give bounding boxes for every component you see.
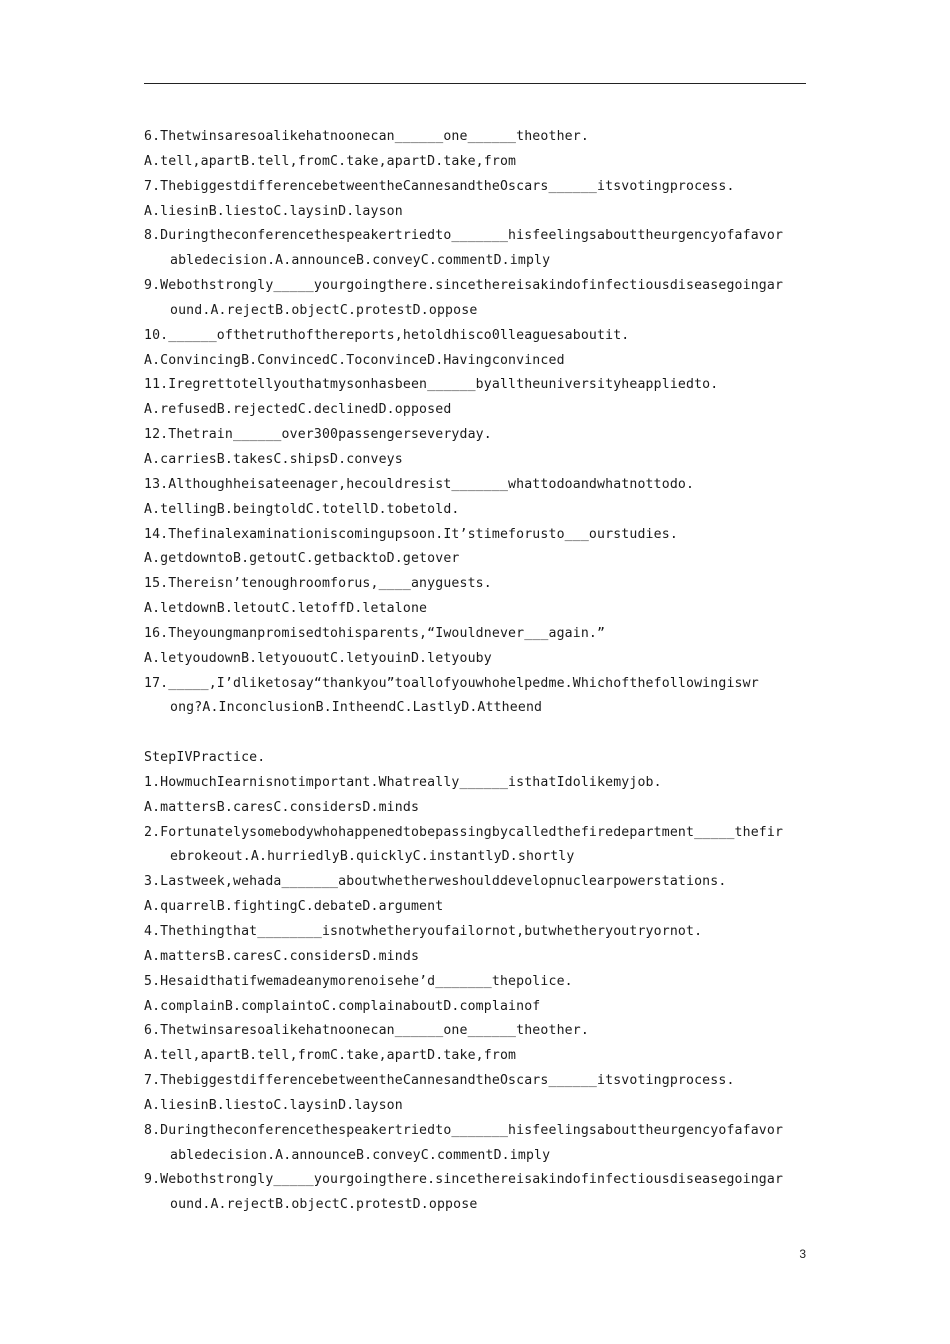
text-line: 1.HowmuchIearnisnotimportant.Whatreally______isthatIdolikemyjob.	[144, 774, 662, 790]
text-line: abledecision.A.announceB.conveyC.commentD.imply	[170, 253, 551, 269]
text-line: A.tellingB.beingtoldC.totellD.tobetold.	[144, 501, 460, 517]
blank-line	[144, 721, 806, 746]
text-line: 6.Thetwinsaresoalikehatnoonecan______one______theother.	[144, 1023, 589, 1039]
document-body	[144, 125, 806, 1218]
text-line: 12.Thetrain______over300passengerseveryday.	[144, 427, 492, 443]
text-line: 10.______ofthetruthofthereports,hetoldhisco0lleaguesaboutit.	[144, 327, 630, 343]
text-line: 17._____,I’dliketosay“thankyou”toallofyouwhohelpedme.Whichofthefollowingiswr	[144, 675, 759, 691]
text-line: 5.Hesaidthatifwemadeanymorenoisehe’d_______thepolice.	[144, 973, 573, 989]
text-line: A.mattersB.caresC.considersD.minds	[144, 948, 420, 964]
text-line: 2.Fortunatelysomebodywhohappenedtobepassingbycalledthefiredepartment_____thefir	[144, 824, 784, 840]
text-line: A.liesinB.liestoC.laysinD.layson	[144, 203, 403, 219]
text-line: A.getdowntoB.getoutC.getbacktoD.getover	[144, 551, 460, 567]
text-line: 4.Thethingthat________isnotwhetheryoufailornot,butwhetheryoutryornot.	[144, 924, 703, 939]
text-line: A.liesinB.liestoC.laysinD.layson	[144, 1097, 403, 1113]
text-line: 13.Althoughheisateenager,hecouldresist_______whattodoandwhatnottodo.	[144, 476, 695, 492]
text-line: 16.Theyoungmanpromisedtohisparents,“Iwouldnever___again.”	[144, 625, 606, 641]
text-line: StepIVPractice.	[144, 750, 266, 766]
header-rule	[144, 83, 806, 84]
text-line: ound.A.rejectB.objectC.protestD.oppose	[170, 1197, 478, 1213]
text-line: 7.ThebiggestdifferencebetweentheCannesandtheOscars______itsvotingprocess.	[144, 1073, 735, 1089]
text-line: A.quarrelB.fightingC.debateD.argument	[144, 899, 444, 915]
text-line: A.mattersB.caresC.considersD.minds	[144, 799, 420, 815]
text-line: A.tell,apartB.tell,fromC.take,apartD.take,from	[144, 153, 517, 169]
text-line: 14.Thefinalexaminationiscomingupsoon.It’stimeforusto___ourstudies.	[144, 526, 678, 542]
text-line: ebrokeout.A.hurriedlyB.quicklyC.instantlyD.shortly	[170, 849, 575, 865]
page-number: 3	[799, 1247, 806, 1261]
text-line: A.letyoudownB.letyououtC.letyouinD.letyouby	[144, 650, 492, 666]
text-line: 3.Lastweek,wehada_______aboutwhetherweshoulddevelopnuclearpowerstations.	[144, 874, 727, 890]
text-line: 6.Thetwinsaresoalikehatnoonecan______one______theother.	[144, 129, 589, 144]
text-line: A.complainB.complaintoC.complainaboutD.complainof	[144, 998, 541, 1014]
text-line: 9.Webothstrongly_____yourgoingthere.sincethereisakindofinfectiousdiseasegoingar	[144, 278, 784, 294]
text-line: 9.Webothstrongly_____yourgoingthere.sincethereisakindofinfectiousdiseasegoingar	[144, 1172, 784, 1188]
text-line: 8.Duringtheconferencethespeakertriedto_______hisfeelingsabouttheurgencyofafavor	[144, 1122, 784, 1138]
text-line: A.refusedB.rejectedC.declinedD.opposed	[144, 402, 452, 418]
text-line: ong?A.InconclusionB.IntheendC.LastlyD.Attheend	[170, 700, 543, 716]
text-line: A.tell,apartB.tell,fromC.take,apartD.take,from	[144, 1048, 517, 1064]
text-line: A.carriesB.takesC.shipsD.conveys	[144, 451, 403, 467]
text-line: 11.Iregrettotellyouthatmysonhasbeen______byalltheuniversityheappliedto.	[144, 377, 719, 393]
text-line: 8.Duringtheconferencethespeakertriedto_______hisfeelingsabouttheurgencyofafavor	[144, 228, 784, 244]
text-line: 7.ThebiggestdifferencebetweentheCannesandtheOscars______itsvotingprocess.	[144, 178, 735, 194]
text-line: abledecision.A.announceB.conveyC.commentD.imply	[170, 1147, 551, 1163]
text-line: A.ConvincingB.ConvincedC.ToconvinceD.Havingconvinced	[144, 352, 565, 368]
text-line: 15.Thereisn’tenoughroomforus,____anyguests.	[144, 576, 492, 592]
text-line: ound.A.rejectB.objectC.protestD.oppose	[170, 302, 478, 318]
text-line: A.letdownB.letoutC.letoffD.letalone	[144, 601, 428, 617]
